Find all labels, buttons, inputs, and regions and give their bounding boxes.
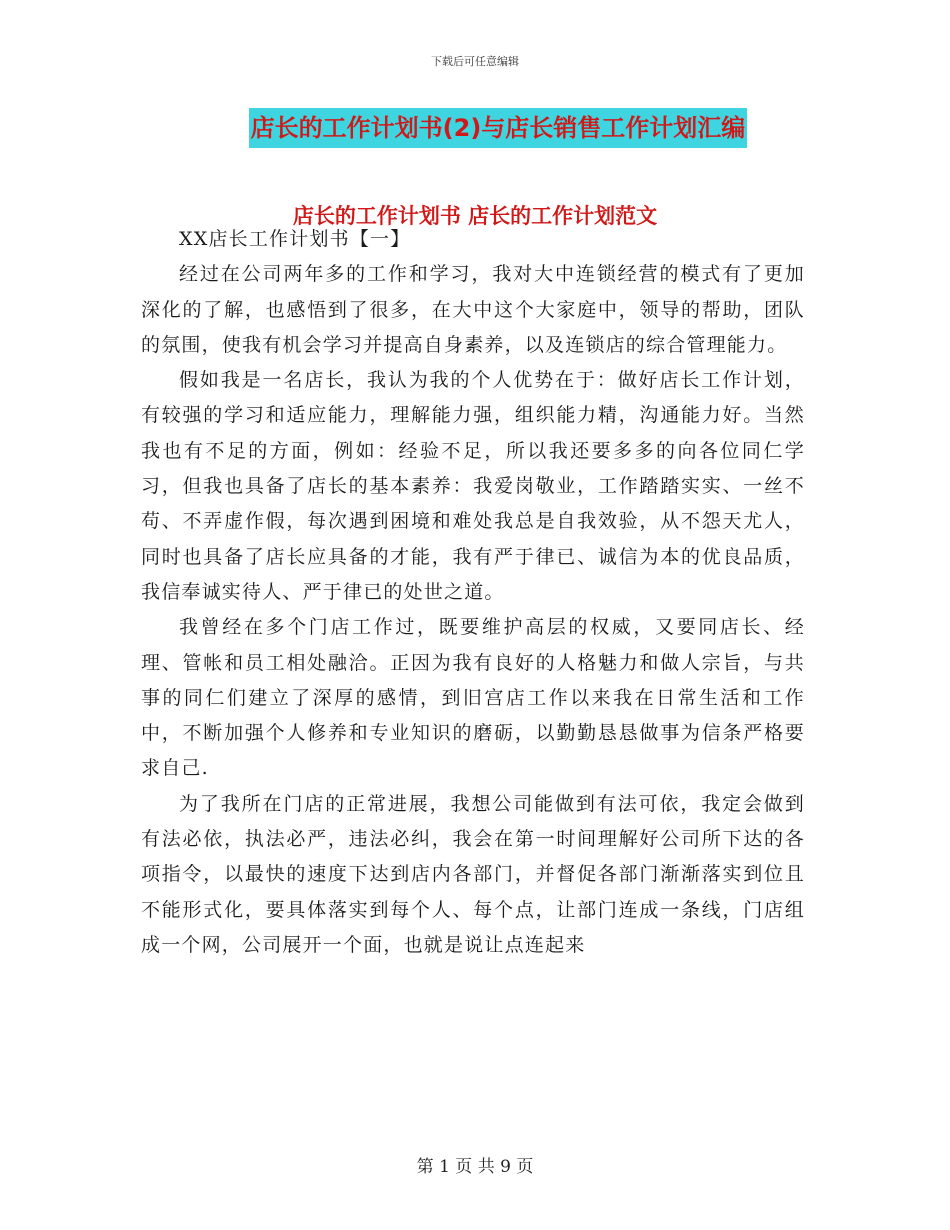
section-heading: XX店长工作计划书【一】 <box>179 228 411 250</box>
main-title-wrap <box>0 108 950 148</box>
main-title: 店长的工作计划书(2)与店长销售工作计划汇编 <box>249 108 748 148</box>
paragraph: 假如我是一名店长，我认为我的个人优势在于：做好店长工作计划，有较强的学习和适应能力，理解能力强，组织能力精，沟通能力好。当然我也有不足的方面，例如：经验不足，所以我还要多多的向各位同仁学习，但我也具备了店长的基本素养：我爱岗敬业，工作踏踏实实、一丝不苟、不弄虚作假，每次遇到困境和难处我总是自我效验，从不怨天尤人，同时也具备了店长应具备的才能，我有严于律已、诚信为本的优良品质，我信奉诚实待人、严于律已的处世之道。 <box>141 369 805 603</box>
header-note: 下载后可任意编辑 <box>431 55 519 68</box>
page-footer: 第 1 页 共 9 页 <box>416 1157 534 1177</box>
sub-title: 店长的工作计划书 店长的工作计划范文 <box>292 204 658 228</box>
paragraph: 我曾经在多个门店工作过，既要维护高层的权威，又要同店长、经理、管帐和员工相处融洽。正因为我有良好的人格魅力和做人宗旨，与共事的同仁们建立了深厚的感情，到旧宫店工作以来我在日常生活和工作中，不断加强个人修养和专业知识的磨砺，以勤勤恳恳做事为信条严格要求自己. <box>141 616 805 780</box>
paragraph: 为了我所在门店的正常进展，我想公司能做到有法可依，我定会做到有法必依，执法必严，违法必纠，我会在第一时间理解好公司所下达的各项指令，以最快的速度下达到店内各部门，并督促各部门渐渐落实到位且不能形式化，要具体落实到每个人、每个点，让部门连成一条线，门店组成一个网，公司展开一个面，也就是说让点连起来 <box>141 792 805 956</box>
document-body <box>141 222 805 963</box>
paragraph: 经过在公司两年多的工作和学习，我对大中连锁经营的模式有了更加深化的了解，也感悟到了很多，在大中这个大家庭中，领导的帮助，团队的氛围，使我有机会学习并提高自身素养，以及连锁店的综合管理能力。 <box>141 263 805 356</box>
